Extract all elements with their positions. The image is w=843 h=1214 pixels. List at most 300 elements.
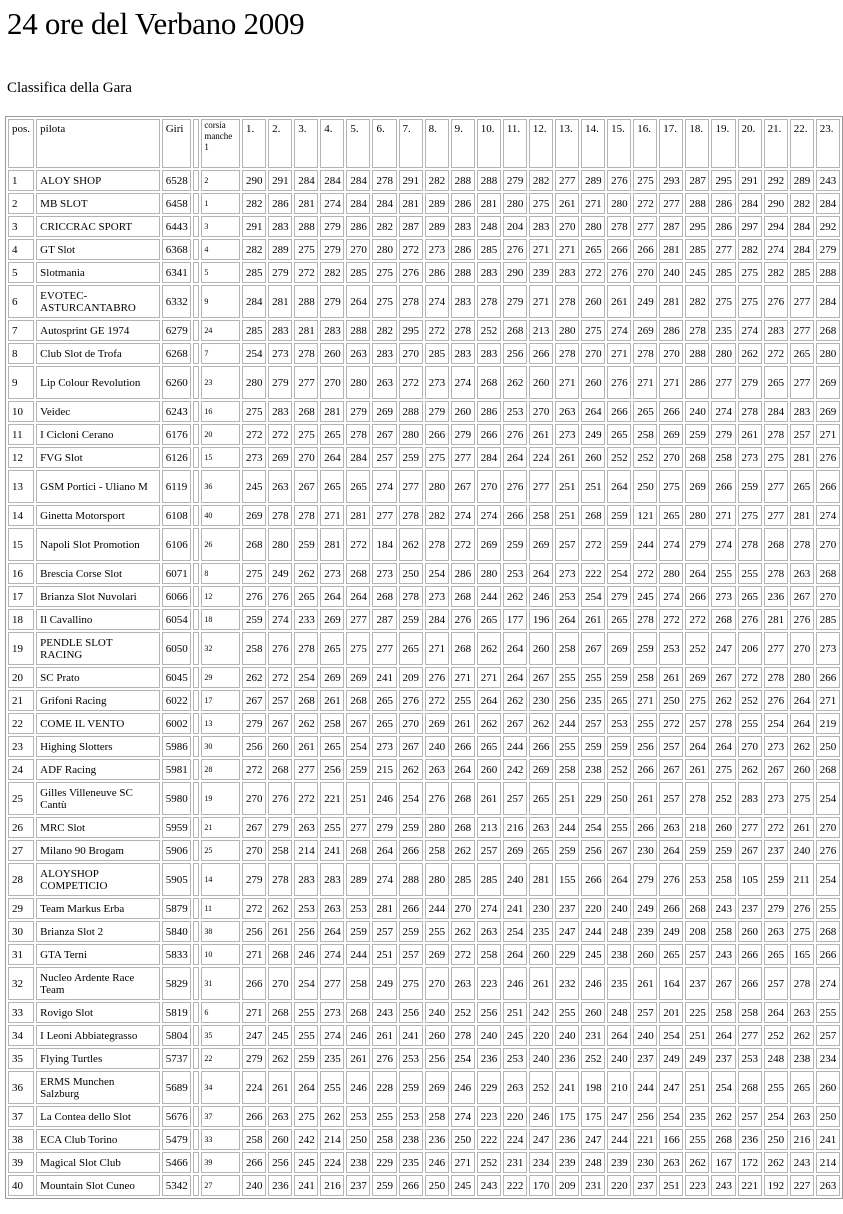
cell-lap-8: 282 [425, 170, 449, 191]
cell-lap-6: 268 [372, 586, 396, 607]
cell-lap-20: 273 [738, 447, 762, 468]
cell-giri: 6106 [162, 528, 191, 561]
cell-lap-9: 285 [451, 863, 475, 896]
cell-lap-14: 275 [581, 320, 605, 341]
cell-lap-20: 221 [738, 1175, 762, 1196]
cell-lap-6: 243 [372, 1002, 396, 1023]
cell-lap-8: 246 [425, 1152, 449, 1173]
cell-lap-20: 206 [738, 632, 762, 665]
cell-lap-2: 260 [268, 1129, 292, 1150]
cell-lap-2: 283 [268, 216, 292, 237]
cell-lap-8: 278 [425, 528, 449, 561]
cell-lap-17: 265 [659, 505, 683, 526]
cell-lap-4: 274 [320, 1025, 344, 1046]
cell-lap-1: 245 [242, 470, 266, 503]
cell-lap-21: 274 [764, 239, 788, 260]
cell-lap-4: 264 [320, 586, 344, 607]
cell-lap-7: 288 [399, 863, 423, 896]
cell-lap-20: 277 [738, 1025, 762, 1046]
cell-lap-21: 265 [764, 366, 788, 399]
cell-lap-3: 275 [294, 424, 318, 445]
cell-lap-20: 257 [738, 1106, 762, 1127]
header-manche-20: 20. [738, 119, 762, 168]
cell-lap-18: 255 [685, 1129, 709, 1150]
cell-lap-12: 265 [529, 840, 553, 861]
cell-lap-13: 271 [555, 239, 579, 260]
cell-lap-4: 281 [320, 401, 344, 422]
cell-lap-15: 267 [607, 840, 631, 861]
cell-lap-17: 267 [659, 759, 683, 780]
cell-lap-1: 282 [242, 239, 266, 260]
cell-lap-3: 255 [294, 1025, 318, 1046]
cell-lap-1: 266 [242, 967, 266, 1000]
cell-giri: 6443 [162, 216, 191, 237]
cell-lap-9: 261 [451, 713, 475, 734]
cell-lap-12: 267 [529, 667, 553, 688]
cell-pilota: EVOTEC-ASTURCANTABRO [36, 285, 160, 318]
cell-lap-10: 223 [477, 967, 501, 1000]
table-row [8, 1002, 840, 1023]
cell-lap-18: 235 [685, 1106, 709, 1127]
cell-lap-2: 279 [268, 366, 292, 399]
cell-corsia: 30 [201, 736, 240, 757]
cell-lap-11: 264 [503, 447, 527, 468]
cell-lap-4: 264 [320, 921, 344, 942]
cell-lap-6: 282 [372, 216, 396, 237]
cell-corsia: 36 [201, 470, 240, 503]
cell-lap-22: 275 [790, 782, 814, 815]
cell-lap-9: 283 [451, 343, 475, 364]
table-row [8, 1071, 840, 1104]
header-pos: pos. [8, 119, 34, 168]
cell-lap-3: 272 [294, 262, 318, 283]
cell-lap-5: 289 [346, 863, 370, 896]
cell-lap-13: 273 [555, 563, 579, 584]
cell-corsia: 7 [201, 343, 240, 364]
cell-lap-23: 270 [816, 586, 840, 607]
cell-lap-22: 282 [790, 193, 814, 214]
cell-lap-1: 285 [242, 262, 266, 283]
cell-lap-4: 265 [320, 424, 344, 445]
cell-lap-23: 257 [816, 1025, 840, 1046]
cell-lap-5: 279 [346, 401, 370, 422]
cell-lap-19: 243 [711, 1175, 735, 1196]
cell-lap-17: 264 [659, 840, 683, 861]
cell-lap-21: 257 [764, 967, 788, 1000]
cell-spacer [193, 817, 199, 838]
cell-lap-9: 268 [451, 782, 475, 815]
cell-lap-20: 252 [738, 690, 762, 711]
cell-lap-17: 274 [659, 586, 683, 607]
cell-lap-20: 268 [738, 1071, 762, 1104]
cell-lap-4: 281 [320, 528, 344, 561]
cell-lap-6: 279 [372, 817, 396, 838]
cell-lap-8: 260 [425, 1025, 449, 1046]
cell-lap-8: 275 [425, 447, 449, 468]
cell-spacer [193, 366, 199, 399]
cell-spacer [193, 736, 199, 757]
cell-lap-22: 281 [790, 505, 814, 526]
cell-pilota: ALOY SHOP [36, 170, 160, 191]
cell-lap-8: 273 [425, 586, 449, 607]
cell-lap-14: 231 [581, 1025, 605, 1046]
cell-lap-11: 224 [503, 1129, 527, 1150]
cell-lap-8: 250 [425, 1175, 449, 1196]
cell-lap-8: 280 [425, 470, 449, 503]
cell-pos: 34 [8, 1025, 34, 1046]
cell-spacer [193, 632, 199, 665]
cell-lap-10: 262 [477, 632, 501, 665]
cell-lap-12: 260 [529, 366, 553, 399]
cell-lap-9: 268 [451, 632, 475, 665]
cell-lap-19: 262 [711, 690, 735, 711]
cell-corsia: 23 [201, 366, 240, 399]
cell-lap-19: 268 [711, 609, 735, 630]
cell-lap-2: 262 [268, 898, 292, 919]
cell-lap-6: 263 [372, 366, 396, 399]
header-row [8, 119, 840, 168]
cell-lap-8: 244 [425, 898, 449, 919]
cell-lap-15: 259 [607, 505, 631, 526]
cell-lap-13: 256 [555, 690, 579, 711]
cell-lap-13: 280 [555, 320, 579, 341]
cell-lap-6: 265 [372, 713, 396, 734]
cell-corsia: 19 [201, 782, 240, 815]
cell-pos: 15 [8, 528, 34, 561]
cell-lap-5: 246 [346, 1071, 370, 1104]
cell-lap-7: 259 [399, 1071, 423, 1104]
cell-lap-2: 269 [268, 447, 292, 468]
cell-lap-7: 276 [399, 690, 423, 711]
cell-lap-11: 251 [503, 1002, 527, 1023]
cell-lap-17: 201 [659, 1002, 683, 1023]
cell-lap-9: 286 [451, 563, 475, 584]
cell-lap-8: 276 [425, 667, 449, 688]
cell-pilota: Slotmania [36, 262, 160, 283]
cell-lap-2: 276 [268, 632, 292, 665]
cell-lap-9: 272 [451, 528, 475, 561]
page-title: 24 ore del Verbano 2009 [7, 6, 305, 41]
cell-lap-12: 252 [529, 1071, 553, 1104]
cell-spacer [193, 967, 199, 1000]
cell-lap-17: 272 [659, 713, 683, 734]
cell-lap-17: 281 [659, 239, 683, 260]
table-row [8, 424, 840, 445]
table-row [8, 863, 840, 896]
cell-lap-5: 272 [346, 528, 370, 561]
cell-lap-3: 241 [294, 1175, 318, 1196]
cell-spacer [193, 667, 199, 688]
cell-lap-5: 250 [346, 1129, 370, 1150]
cell-lap-17: 263 [659, 817, 683, 838]
cell-lap-2: 258 [268, 840, 292, 861]
cell-lap-5: 261 [346, 1048, 370, 1069]
cell-spacer [193, 193, 199, 214]
cell-lap-6: 273 [372, 563, 396, 584]
cell-lap-2: 273 [268, 343, 292, 364]
cell-lap-20: 262 [738, 759, 762, 780]
cell-lap-22: 284 [790, 216, 814, 237]
cell-corsia: 3 [201, 216, 240, 237]
cell-lap-7: 272 [399, 239, 423, 260]
cell-lap-2: 268 [268, 759, 292, 780]
cell-lap-16: 269 [633, 320, 657, 341]
cell-lap-15: 279 [607, 586, 631, 607]
cell-lap-9: 283 [451, 285, 475, 318]
cell-spacer [193, 1129, 199, 1150]
cell-pilota: Autosprint GE 1974 [36, 320, 160, 341]
cell-lap-12: 283 [529, 216, 553, 237]
cell-lap-15: 259 [607, 528, 631, 561]
cell-lap-22: 243 [790, 1152, 814, 1173]
cell-pilota: Brescia Corse Slot [36, 563, 160, 584]
cell-pilota: Team Markus Erba [36, 898, 160, 919]
cell-lap-6: 241 [372, 667, 396, 688]
cell-lap-8: 272 [425, 690, 449, 711]
cell-lap-6: 261 [372, 1025, 396, 1046]
table-row [8, 216, 840, 237]
cell-lap-2: 236 [268, 1175, 292, 1196]
cell-lap-14: 231 [581, 1175, 605, 1196]
cell-lap-19: 167 [711, 1152, 735, 1173]
cell-lap-14: 251 [581, 470, 605, 503]
cell-lap-22: 277 [790, 285, 814, 318]
cell-pos: 9 [8, 366, 34, 399]
header-manche-2: 2. [268, 119, 292, 168]
cell-lap-15: 235 [607, 967, 631, 1000]
cell-pos: 2 [8, 193, 34, 214]
cell-lap-23: 250 [816, 1106, 840, 1127]
table-row [8, 690, 840, 711]
cell-lap-1: 276 [242, 586, 266, 607]
cell-lap-21: 236 [764, 586, 788, 607]
cell-lap-18: 266 [685, 586, 709, 607]
cell-corsia: 32 [201, 632, 240, 665]
cell-lap-23: 254 [816, 782, 840, 815]
cell-spacer [193, 898, 199, 919]
cell-giri: 6176 [162, 424, 191, 445]
cell-lap-7: 253 [399, 1106, 423, 1127]
cell-lap-3: 259 [294, 1048, 318, 1069]
header-manche-18: 18. [685, 119, 709, 168]
cell-lap-11: 268 [503, 320, 527, 341]
cell-lap-11: 264 [503, 667, 527, 688]
cell-pos: 40 [8, 1175, 34, 1196]
cell-lap-9: 274 [451, 1106, 475, 1127]
cell-lap-15: 240 [607, 898, 631, 919]
cell-lap-20: 258 [738, 1002, 762, 1023]
cell-giri: 6458 [162, 193, 191, 214]
cell-lap-4: 241 [320, 840, 344, 861]
cell-lap-15: 265 [607, 609, 631, 630]
cell-lap-11: 263 [503, 1071, 527, 1104]
cell-lap-12: 196 [529, 609, 553, 630]
cell-lap-11: 267 [503, 713, 527, 734]
cell-lap-10: 236 [477, 1048, 501, 1069]
cell-lap-12: 240 [529, 1048, 553, 1069]
cell-lap-23: 273 [816, 632, 840, 665]
cell-lap-14: 260 [581, 366, 605, 399]
cell-lap-22: 276 [790, 609, 814, 630]
cell-pos: 1 [8, 170, 34, 191]
cell-lap-8: 271 [425, 632, 449, 665]
header-manche-15: 15. [607, 119, 631, 168]
cell-lap-7: 259 [399, 609, 423, 630]
cell-lap-18: 278 [685, 320, 709, 341]
cell-lap-6: 275 [372, 262, 396, 283]
cell-lap-5: 254 [346, 736, 370, 757]
table-row [8, 401, 840, 422]
cell-spacer [193, 424, 199, 445]
header-manche-3: 3. [294, 119, 318, 168]
table-row [8, 967, 840, 1000]
cell-lap-7: 270 [399, 713, 423, 734]
table-row [8, 921, 840, 942]
cell-lap-19: 254 [711, 1071, 735, 1104]
cell-lap-2: 279 [268, 817, 292, 838]
cell-lap-19: 277 [711, 366, 735, 399]
cell-lap-8: 236 [425, 1129, 449, 1150]
cell-lap-16: 244 [633, 1071, 657, 1104]
cell-pos: 26 [8, 817, 34, 838]
table-row [8, 366, 840, 399]
cell-pilota: GTA Terni [36, 944, 160, 965]
cell-lap-13: 232 [555, 967, 579, 1000]
cell-lap-17: 274 [659, 528, 683, 561]
cell-lap-13: 283 [555, 262, 579, 283]
cell-lap-6: 276 [372, 1048, 396, 1069]
cell-pos: 12 [8, 447, 34, 468]
cell-corsia: 35 [201, 1025, 240, 1046]
cell-lap-15: 255 [607, 817, 631, 838]
cell-lap-1: 266 [242, 1106, 266, 1127]
cell-lap-16: 259 [633, 632, 657, 665]
cell-lap-5: 259 [346, 921, 370, 942]
header-giri: Giri [162, 119, 191, 168]
cell-lap-10: 283 [477, 343, 501, 364]
cell-pos: 35 [8, 1048, 34, 1069]
cell-lap-4: 274 [320, 193, 344, 214]
cell-corsia: 10 [201, 944, 240, 965]
cell-lap-8: 269 [425, 1071, 449, 1104]
header-manche-7: 7. [399, 119, 423, 168]
cell-lap-10: 222 [477, 1129, 501, 1150]
table-row [8, 1025, 840, 1046]
cell-giri: 6341 [162, 262, 191, 283]
cell-pos: 22 [8, 713, 34, 734]
cell-lap-7: 266 [399, 1175, 423, 1196]
cell-lap-18: 225 [685, 1002, 709, 1023]
cell-lap-4: 262 [320, 1106, 344, 1127]
cell-lap-23: 292 [816, 216, 840, 237]
cell-lap-11: 254 [503, 921, 527, 942]
cell-giri: 6050 [162, 632, 191, 665]
cell-lap-20: 262 [738, 343, 762, 364]
cell-lap-22: 270 [790, 632, 814, 665]
cell-lap-8: 254 [425, 563, 449, 584]
cell-lap-17: 276 [659, 863, 683, 896]
cell-pos: 33 [8, 1002, 34, 1023]
cell-lap-15: 266 [607, 239, 631, 260]
cell-corsia: 39 [201, 1152, 240, 1173]
cell-lap-7: 270 [399, 343, 423, 364]
cell-lap-6: 280 [372, 239, 396, 260]
cell-lap-23: 255 [816, 1002, 840, 1023]
cell-lap-11: 241 [503, 898, 527, 919]
cell-spacer [193, 239, 199, 260]
cell-giri: 6126 [162, 447, 191, 468]
table-row [8, 170, 840, 191]
cell-lap-12: 235 [529, 921, 553, 942]
cell-lap-6: 277 [372, 632, 396, 665]
cell-lap-9: 245 [451, 1175, 475, 1196]
cell-lap-17: 281 [659, 285, 683, 318]
cell-spacer [193, 690, 199, 711]
cell-lap-21: 292 [764, 170, 788, 191]
cell-lap-11: 220 [503, 1106, 527, 1127]
cell-lap-23: 274 [816, 505, 840, 526]
cell-lap-4: 284 [320, 170, 344, 191]
cell-lap-17: 270 [659, 447, 683, 468]
cell-lap-23: 266 [816, 470, 840, 503]
cell-lap-21: 276 [764, 285, 788, 318]
cell-lap-22: 265 [790, 343, 814, 364]
cell-lap-7: 265 [399, 632, 423, 665]
cell-lap-19: 247 [711, 632, 735, 665]
cell-lap-3: 262 [294, 713, 318, 734]
cell-lap-14: 256 [581, 840, 605, 861]
cell-lap-5: 246 [346, 1025, 370, 1046]
cell-lap-18: 259 [685, 424, 709, 445]
cell-lap-17: 257 [659, 782, 683, 815]
cell-lap-9: 267 [451, 470, 475, 503]
cell-lap-14: 175 [581, 1106, 605, 1127]
cell-lap-11: 242 [503, 759, 527, 780]
cell-lap-12: 234 [529, 1152, 553, 1173]
cell-lap-9: 283 [451, 216, 475, 237]
cell-lap-1: 279 [242, 863, 266, 896]
table-row [8, 1152, 840, 1173]
cell-lap-3: 214 [294, 840, 318, 861]
cell-lap-10: 265 [477, 736, 501, 757]
cell-giri: 6260 [162, 366, 191, 399]
cell-lap-3: 278 [294, 505, 318, 526]
cell-pos: 23 [8, 736, 34, 757]
cell-lap-21: 276 [764, 690, 788, 711]
cell-pilota: I Cicloni Cerano [36, 424, 160, 445]
header-manche-17: 17. [659, 119, 683, 168]
cell-lap-22: 260 [790, 759, 814, 780]
cell-lap-20: 255 [738, 563, 762, 584]
cell-lap-21: 282 [764, 262, 788, 283]
cell-lap-5: 284 [346, 447, 370, 468]
cell-lap-6: 259 [372, 1175, 396, 1196]
cell-lap-8: 279 [425, 401, 449, 422]
cell-lap-13: 264 [555, 609, 579, 630]
cell-lap-7: 209 [399, 667, 423, 688]
cell-lap-13: 247 [555, 921, 579, 942]
cell-lap-10: 213 [477, 817, 501, 838]
table-row [8, 1048, 840, 1069]
cell-lap-13: 155 [555, 863, 579, 896]
cell-giri: 6045 [162, 667, 191, 688]
cell-lap-1: 291 [242, 216, 266, 237]
cell-lap-14: 255 [581, 667, 605, 688]
cell-lap-7: 259 [399, 921, 423, 942]
cell-lap-1: 275 [242, 563, 266, 584]
cell-lap-15: 278 [607, 216, 631, 237]
cell-lap-19: 262 [711, 1106, 735, 1127]
